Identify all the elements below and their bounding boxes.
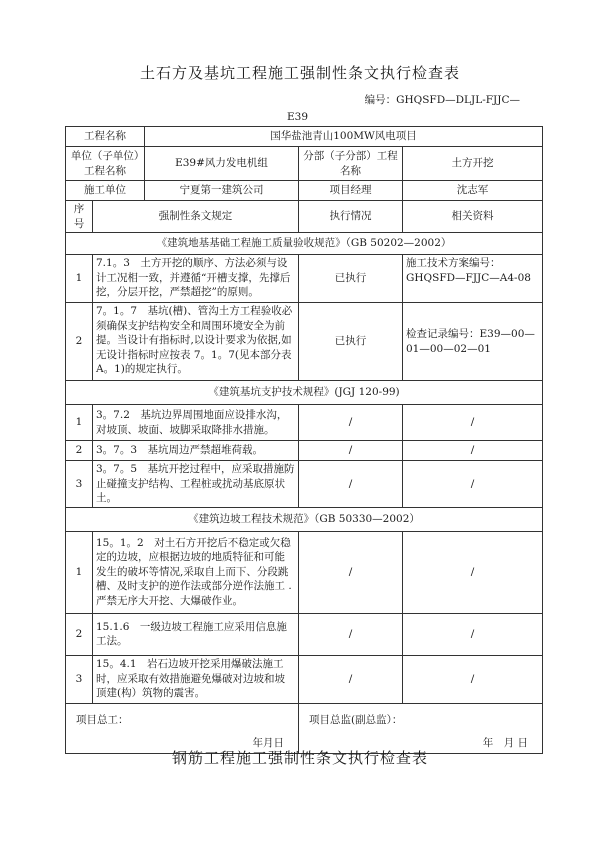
next-document-title: 钢筋工程施工强制性条文执行检查表 (171, 749, 428, 767)
chief-supervisor-date: 年 月 日 (482, 737, 529, 749)
row-number: 2 (66, 303, 93, 381)
section-standard-title: 《建筑基坑支护技术规程》(JGJ 120-99) (66, 381, 543, 405)
row-docs: / (403, 531, 543, 613)
row-rule-text: 15。4.1 岩石边坡开挖采用爆破法施工时，应采取有效措施避免爆破对边坡和坡顶建(构）筑物的震害。 (93, 655, 299, 703)
table-row (66, 613, 543, 655)
unit-value: E39#风力发电机组 (145, 147, 299, 181)
section-title-row (66, 507, 543, 531)
unit-row (66, 147, 543, 181)
row-rule-text: 15。1。2 对土石方开挖后不稳定或欠稳定的边坡，应根据边坡的地质特征和可能发生的破坏等情况,采取自上而下、分段跳槽、及时支护的逆作法或部分逆作法施工 .严禁无序大开挖、大爆破作业。 (93, 531, 299, 613)
row-status: / (299, 461, 403, 508)
row-status: / (299, 441, 403, 461)
row-rule-text: 3。7。5 基坑开挖过程中，应采取措施防止碰撞支护结构、工程桩或扰动基底原状土。 (93, 461, 299, 508)
row-docs: / (403, 613, 543, 655)
row-number: 2 (66, 613, 93, 655)
row-rule-text: 3。7.2 基坑边界周围地面应设排水沟，对坡顶、坡面、坡脚采取降排水措施。 (93, 405, 299, 441)
row-docs: 施工技术方案编号：GHQSFD—FJJC—A4-08 (403, 255, 543, 303)
row-rule-text: 15.1.6 一级边坡工程施工应采用信息施工法。 (93, 613, 299, 655)
contractor-row (66, 181, 543, 201)
table-row (66, 405, 543, 441)
inspection-form-table (65, 126, 543, 754)
document-code: 编号：GHQSFD—DLJL-FJJC— (364, 94, 520, 106)
row-rule-text: 7。1。7 基坑(槽)、管沟土方工程验收必须确保支护结构安全和周围环境安全为前提。当设计有指标时,以设计要求为依据,如无设计指标时应按表 7。1。7(见本部分表 A。1)的规定执行。 (93, 303, 299, 381)
table-row (66, 655, 543, 703)
project-name-label: 工程名称 (66, 127, 145, 147)
sub-project-label: 分部（子分部）工程名称 (299, 147, 403, 181)
row-status: 已执行 (299, 303, 403, 381)
row-docs: / (403, 655, 543, 703)
row-docs: / (403, 405, 543, 441)
chief-engineer-label: 项目总工： (76, 713, 129, 726)
table-row (66, 303, 543, 381)
row-number: 3 (66, 655, 93, 703)
row-number: 1 (66, 405, 93, 441)
chief-engineer-signature (66, 703, 299, 753)
header-rule: 强制性条文规定 (93, 201, 299, 233)
manager-value: 沈志军 (403, 181, 543, 201)
project-name-row (66, 127, 543, 147)
row-number: 1 (66, 531, 93, 613)
row-rule-text: 7.1。3 土方开挖的顺序、方法必须与设计工况相一致，并遵循“开槽支撑，先撑后挖，分层开挖，严禁超挖”的原则。 (93, 255, 299, 303)
unit-label: 单位（子单位）工程名称 (66, 147, 145, 181)
row-number: 1 (66, 255, 93, 303)
contractor-value: 宁夏第一建筑公司 (145, 181, 299, 201)
section-standard-title: 《建筑地基基础工程施工质量验收规范》（GB 50202—2002） (66, 233, 543, 255)
row-status: / (299, 531, 403, 613)
row-status: / (299, 655, 403, 703)
row-status: / (299, 613, 403, 655)
header-status: 执行情况 (299, 201, 403, 233)
table-row (66, 441, 543, 461)
chief-supervisor-signature (299, 703, 543, 753)
manager-label: 项目经理 (299, 181, 403, 201)
row-docs: 检查记录编号：E39—00—01—00—02—01 (403, 303, 543, 381)
row-rule-text: 3。7。3 基坑周边严禁超堆荷载。 (93, 441, 299, 461)
header-docs: 相关资料 (403, 201, 543, 233)
row-status: / (299, 405, 403, 441)
document-code-suffix: E39 (287, 111, 309, 123)
sub-project-value: 土方开挖 (403, 147, 543, 181)
table-row (66, 255, 543, 303)
document-title: 土石方及基坑工程施工强制性条文执行检查表 (139, 64, 460, 82)
section-standard-title: 《建筑边坡工程技术规范》（GB 50330—2002） (66, 507, 543, 531)
row-status: 已执行 (299, 255, 403, 303)
chief-supervisor-label: 项目总监(副总监）： (309, 713, 403, 726)
section-title-row (66, 233, 543, 255)
project-name-value: 国华盐池青山100MW风电项目 (145, 127, 543, 147)
row-number: 2 (66, 441, 93, 461)
signature-row (66, 703, 543, 753)
section-title-row (66, 381, 543, 405)
row-docs: / (403, 461, 543, 508)
table-row (66, 531, 543, 613)
row-number: 3 (66, 461, 93, 508)
header-no: 序号 (66, 201, 93, 233)
table-row (66, 461, 543, 508)
contractor-label: 施工单位 (66, 181, 145, 201)
header-row (66, 201, 543, 233)
chief-engineer-date: 年月日 (252, 737, 284, 749)
row-docs: / (403, 441, 543, 461)
